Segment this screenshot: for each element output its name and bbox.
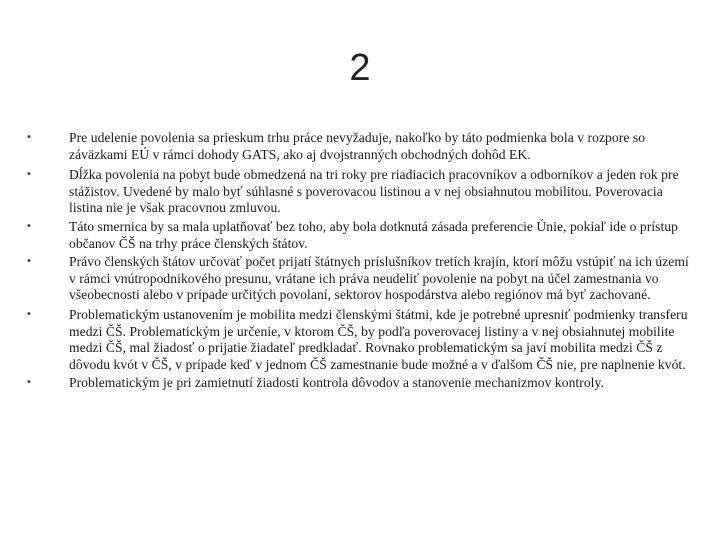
bullet-marker-icon: • [26, 220, 32, 232]
bullet-item [26, 130, 690, 163]
bullet-item [26, 307, 690, 373]
slide-title: 2 [349, 47, 371, 89]
bullet-item [26, 219, 690, 252]
bullet-text: Dĺžka povolenia na pobyt bude obmedzená na tri roky pre riadiacich pracovníkov a odborníkov a jeden rok pre stážistov. Uvedené by malo byť súhlasné s poverovacou listinou a v nej obsiahnutou mobilitou. Poverovacia listina nie je však pracovnou zmluvou. [69, 167, 679, 216]
bullet-marker-icon: • [26, 169, 32, 181]
bullet-item [26, 375, 690, 392]
bullet-text: Problematickým ustanovením je mobilita medzi členskými štátmi, kde je potrebné upresniť podmienky transferu medzi ČŠ. Problematickým je určenie, v ktorom ČŠ, by podľa poverovacej listiny a v nej obsiahnutej mobilite medzi ČŠ, mal žiadosť o prijatie žiadateľ predkladať. Rovnako problematickým sa javí mobilita medzi ČŠ z dôvodu kvót v ČŠ, v prípade keď v jednom ČŠ zamestnanie bude možné a v ďalšom ČŠ nie, pre naplnenie kvót. [69, 306, 688, 372]
bullet-text: Problematickým je pri zamietnutí žiadosti kontrola dôvodov a stanovenie mechanizmov kontroly. [69, 375, 604, 391]
bullet-marker-icon: • [26, 308, 32, 320]
bullet-item [26, 167, 690, 217]
bullet-text: Táto smernica by sa mala uplatňovať bez toho, aby bola dotknutá zásada preferencie Únie, pokiaľ ide o prístup občanov ČŠ na trhy práce členských štátov. [69, 218, 679, 251]
bullet-text: Pre udelenie povolenia sa prieskum trhu práce nevyžaduje, nakoľko by táto podmienka bola v rozpore so záväzkami EÚ v rámci dohody GATS, ako aj dvojstranných obchodných dohôd EK. [69, 130, 646, 162]
bullet-list [26, 130, 690, 392]
bullet-item [26, 254, 690, 304]
bullet-marker-icon: • [26, 132, 32, 143]
bullet-marker-icon: • [26, 377, 32, 389]
bullet-text: Právo členských štátov určovať počet prijatí štátnych príslušníkov tretích krajín, ktorí môžu vstúpiť na ich území v rámci vnútropodnikového presunu, vrátane ich práva neudeliť povolenie na pobyt na účel zamestnania vo všeobecnosti alebo v prípade určitých povolaní, sektorov hospodárstva alebo regiónov má byť zachované. [69, 254, 689, 303]
bullet-marker-icon: • [26, 256, 32, 268]
